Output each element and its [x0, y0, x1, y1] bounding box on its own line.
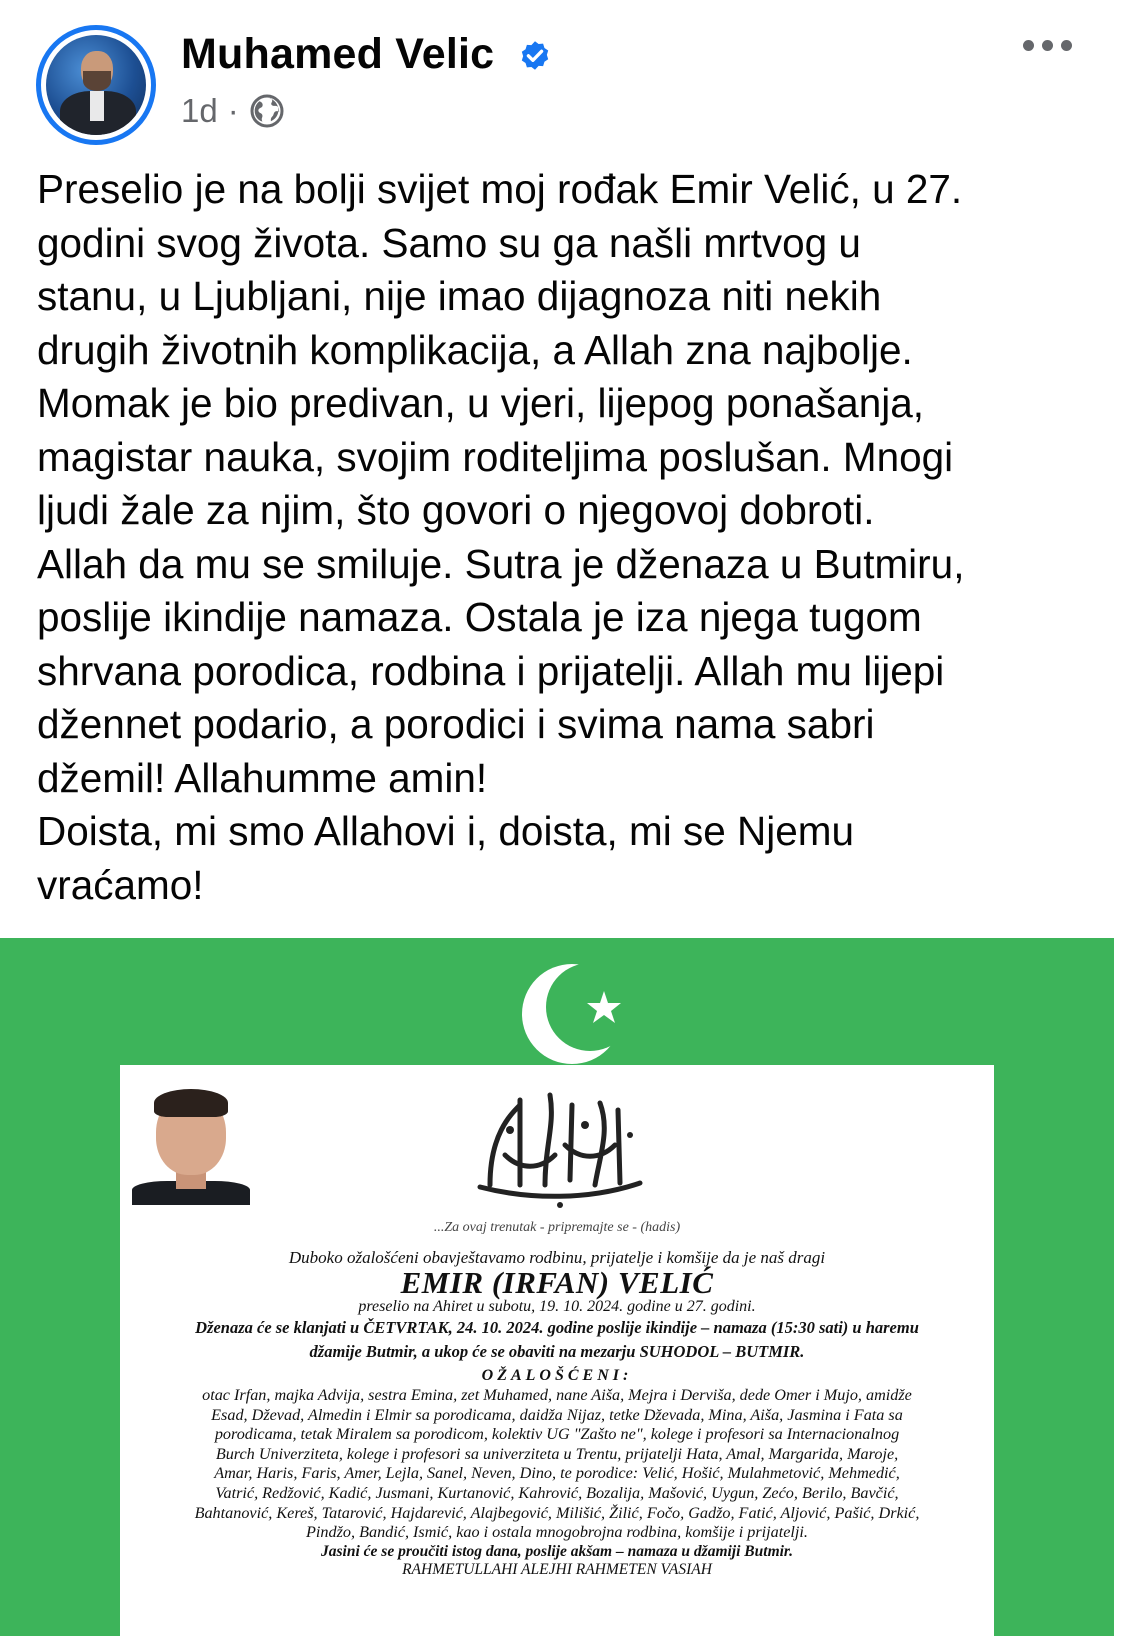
deceased-name: EMIR (IRFAN) VELIĆ — [400, 1265, 714, 1300]
author-name[interactable]: Muhamed Velic — [181, 30, 495, 78]
obituary-paper — [120, 1065, 994, 1636]
jasini-info: Jasini će se proučiti istog dana, poslije akšam – namaza u džamiji Butmir. — [321, 1542, 793, 1560]
post-text: Preselio je na bolji svijet moj rođak Emir Velić, u 27. godini svog života. Samo su ga našli mrtvog u stanu, u Ljubljani, nije imao dijagnoza niti nekih drugih životnih komplikacija, a Allah zna najbolje. Momak je bio predivan, u vjeri, lijepog ponašanja, magistar nauka, svojim roditeljima poslušan. Mnogi ljudi žale za njim, što govori o njegovoj dobroti. Allah da mu se smiluje. Sutra je dženaza u Butmiru, poslije ikindije namaza. Ostala je iza njega tugom shrvana porodica, rodbina i prijatelji. Allah mu lijepi džennet podario, a porodici i svima nama sabri džemil! Allahumme amin! Doista, mi smo Allahovi i, doista, mi se Njemu vraćamo! — [37, 166, 965, 908]
meta-separator: · — [227, 92, 239, 129]
verified-badge-icon — [517, 39, 553, 75]
post-header — [0, 0, 1125, 140]
deceased-photo — [132, 1085, 250, 1205]
funeral-info-line2: džamije Butmir, a ukop će se obaviti na mezarju SUHODOL – BUTMIR. — [309, 1342, 805, 1361]
obituary-intro: Duboko ožalošćeni obavještavamo rodbinu, prijatelje i komšije da je naš dragi — [288, 1248, 826, 1267]
mourners-list: otac Irfan, majka Advija, sestra Emina, zet Muhamed, nane Aiša, Mejra i Derviša, dede Omer i Mujo, amidže Esad, Dževad, Almedin i Elmir sa porodicama, daidža Nijaz, tetke Dževada, Mina, Aiša, Jasmina i Fata sa porodicama, tetak Miralem sa porodicom, kolektiv UG "Zašto ne", kolege i profesori sa Internacionalnog Burch Univerziteta, kolege i profesori sa univerziteta u Trentu, prijatelji Hata, Amal, Margarida, Maroje, Amar, Haris, Faris, Amer, Lejla, Sanel, Neven, Dino, te porodice: Velić, Hošić, Mulahmetović, Mehmedić, Vatrić, Redžović, Kadić, Jusmani, Kurtanović, Kahrović, Bozalija, Mašović, Uygun, Zećo, Berilo, Bavčić, Bahtanović, Kereš, Tatarović, Hajdarević, Alajbegović, Milišić, Žilić, Fočo, Gadžo, Fatić, Aljović, Pašić, Drkić, Pindžo, Bandić, Ismić, kao i ostala mnogobrojna rodbina, komšije i prijatelji. — [194, 1386, 920, 1542]
closing-line: RAHMETULLAHI ALEJHI RAHMETEN VASIAH — [402, 1560, 712, 1578]
calligraphy-icon — [450, 1075, 660, 1215]
mourners-title: OŽALOŠĆENI: — [481, 1367, 633, 1384]
more-options-icon[interactable] — [1023, 40, 1072, 51]
hadis-caption: ...Za ovaj trenutak - pripremajte se - (hadis) — [433, 1220, 681, 1235]
author-avatar[interactable] — [36, 25, 156, 145]
obituary-image[interactable] — [0, 938, 1114, 1636]
post-time[interactable]: 1d — [181, 92, 218, 129]
death-info: preselio na Ahiret u subotu, 19. 10. 2024. godine u 27. godini. — [358, 1298, 756, 1315]
avatar-image — [46, 35, 146, 135]
post-meta — [181, 92, 285, 130]
globe-icon[interactable] — [249, 93, 285, 129]
obituary-text — [120, 1248, 994, 1579]
funeral-info-line1: Dženaza će se klanjati u ČETVRTAK, 24. 10. 2024. godine poslije ikindije – namaza (15:30 sati) u haremu — [195, 1318, 919, 1337]
